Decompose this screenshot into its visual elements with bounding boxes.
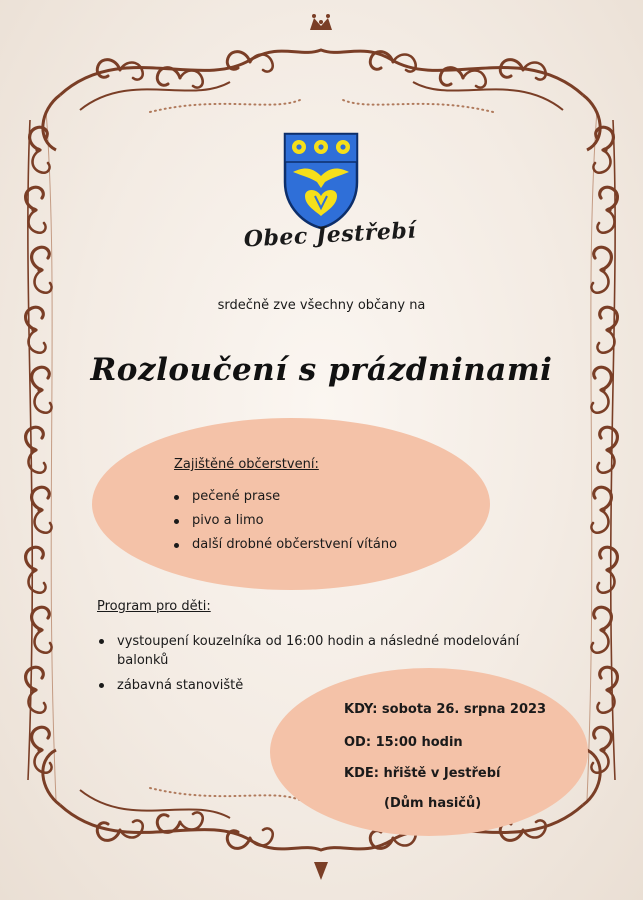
invite-text: srdečně zve všechny občany na bbox=[217, 298, 426, 313]
list-item: zábavná stanoviště bbox=[97, 676, 537, 695]
municipality-name: Obec Jestřebí bbox=[243, 217, 417, 253]
program-list bbox=[97, 632, 537, 701]
list-item: vystoupení kouzelníka od 16:00 hodin a následné modelování balonků bbox=[97, 632, 537, 670]
event-title: Rozloučení s prázdninami bbox=[90, 352, 553, 388]
coat-of-arms-icon bbox=[281, 130, 361, 230]
refreshments-list bbox=[172, 488, 397, 560]
event-date: KDY: sobota 26. srpna 2023 bbox=[344, 702, 547, 717]
program-heading: Program pro děti: bbox=[97, 599, 211, 614]
event-start-time: OD: 15:00 hodin bbox=[344, 735, 463, 750]
event-location: KDE: hřiště v Jestřebí bbox=[344, 766, 501, 781]
list-item: pečené prase bbox=[172, 488, 397, 512]
refreshments-heading: Zajištěné občerstvení: bbox=[174, 457, 319, 472]
event-venue: (Dům hasičů) bbox=[384, 796, 482, 811]
list-item: další drobné občerstvení vítáno bbox=[172, 536, 397, 560]
list-item: pivo a limo bbox=[172, 512, 397, 536]
